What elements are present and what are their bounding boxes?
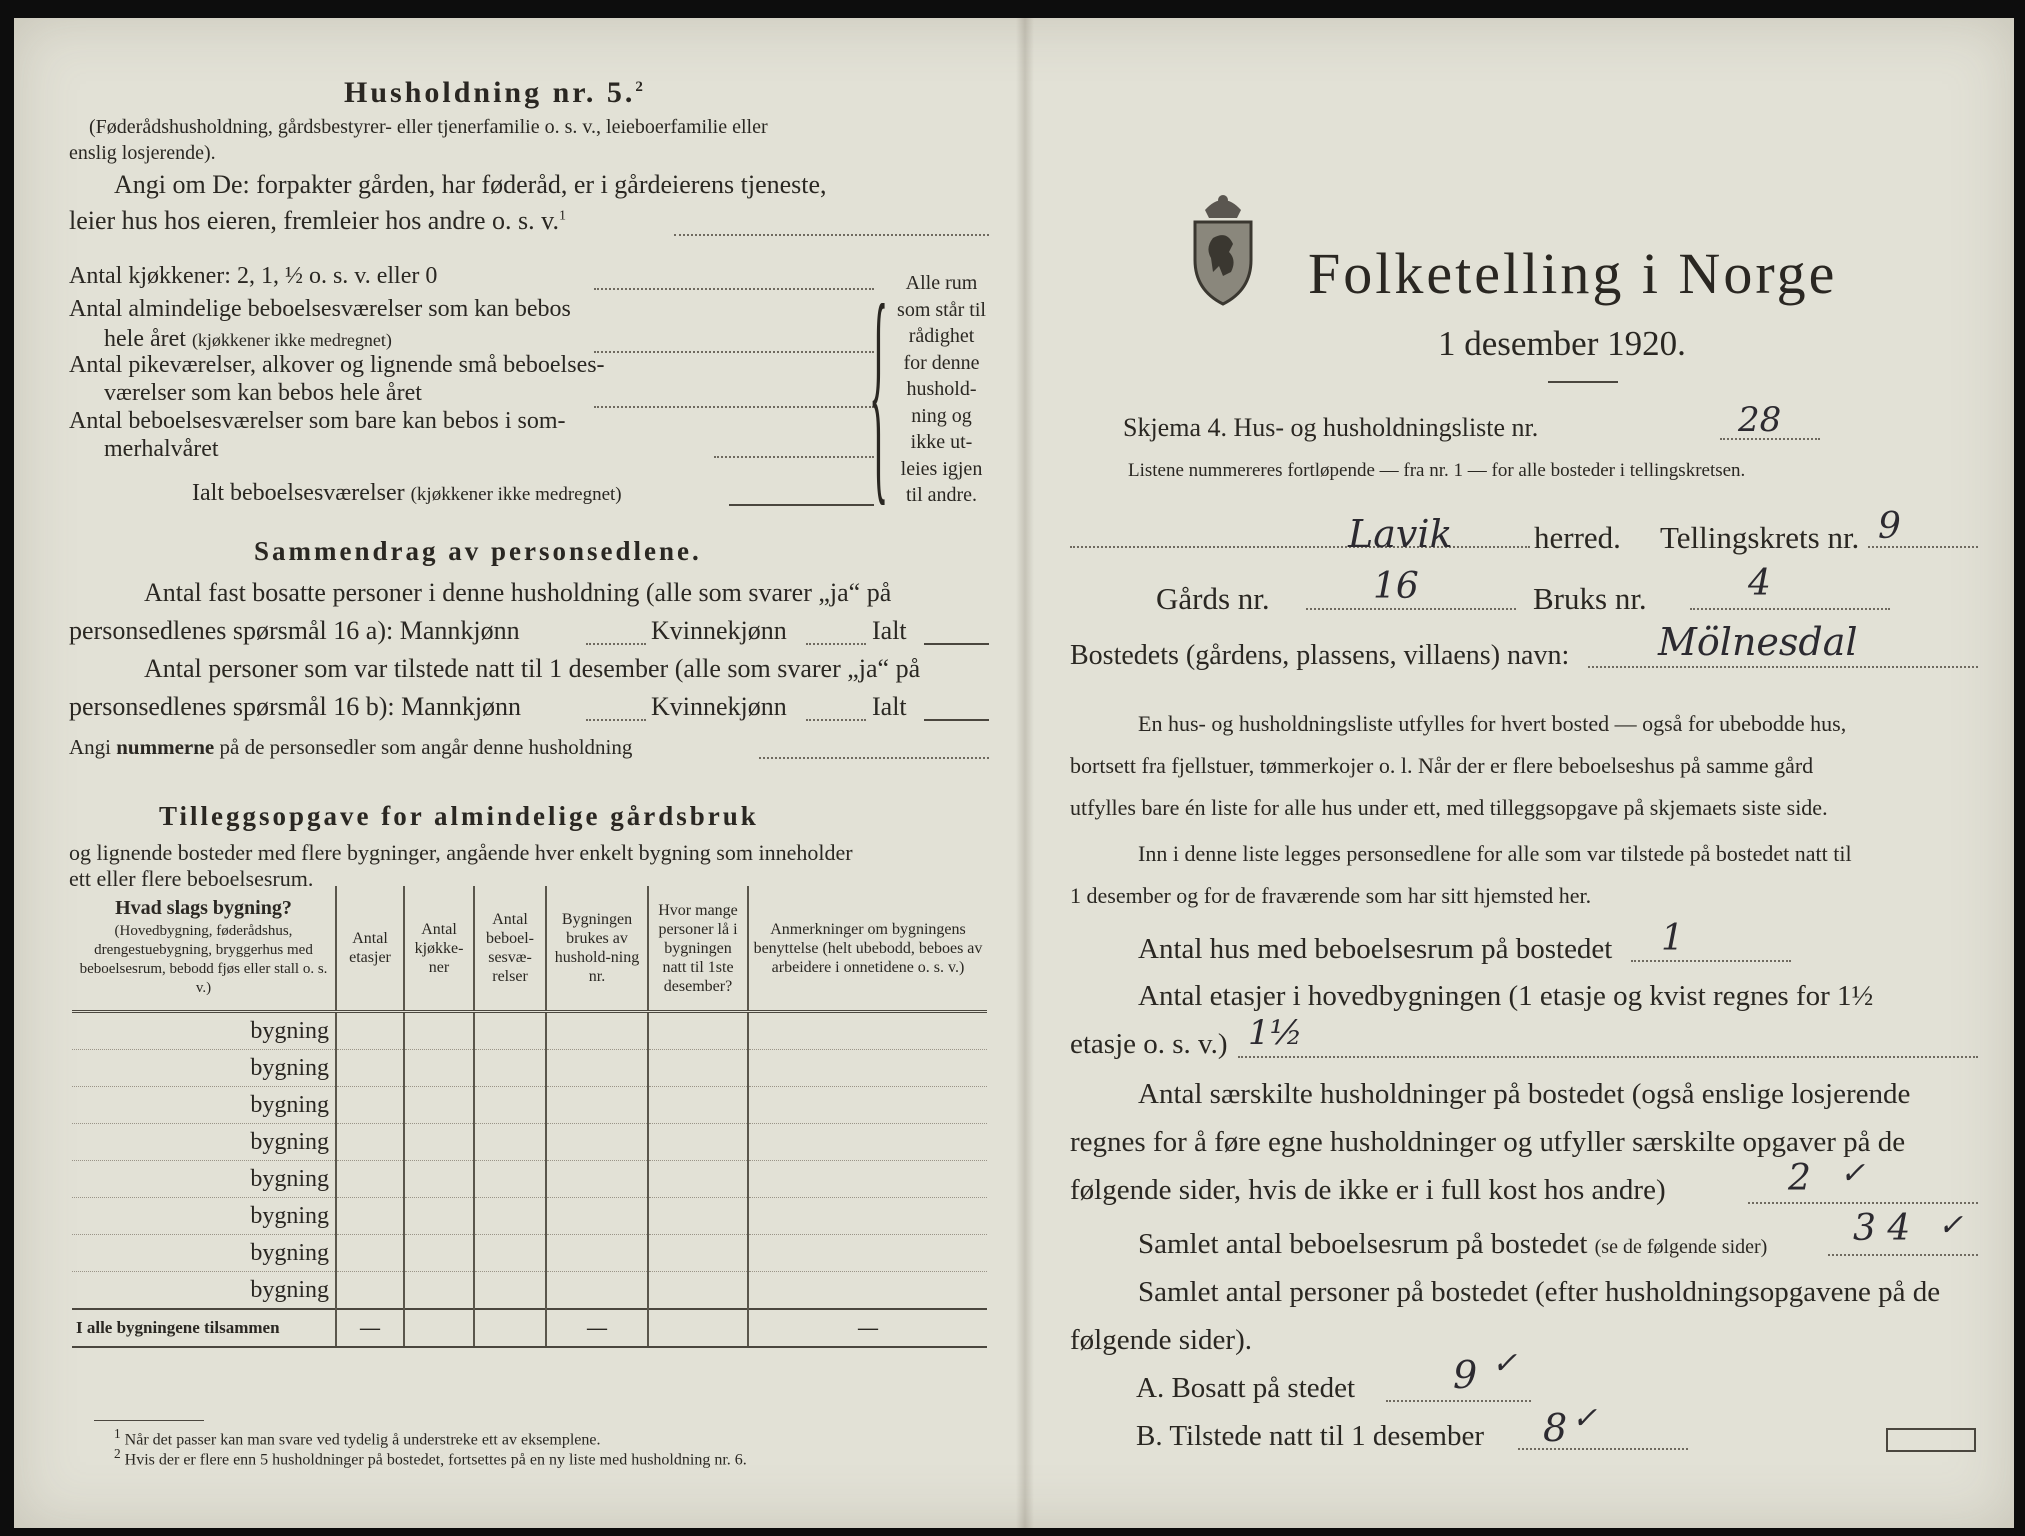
q-etasjer-line-1: Antal etasjer i hovedbygningen (1 etasje og kvist regnes for 1½ [1138, 980, 1874, 1012]
cell-personer[interactable] [648, 1198, 748, 1235]
p1-kvinnekjonn-label: Kvinnekjønn [651, 616, 787, 645]
row-label: bygning [72, 1272, 336, 1310]
q-rum-line [1828, 1254, 1978, 1256]
table-row[interactable] [72, 1198, 987, 1235]
intro-note-line-1: (Føderådshusholdning, gårdsbestyrer- eller tjenerfamilie o. s. v., leieboerfamilie eller [89, 116, 768, 138]
instruction-2: bortsett fra fjellstuer, tømmerkojer o. l. Når der er flere beboelseshus på samme gård [1070, 753, 1814, 778]
cell-brukes[interactable] [546, 1198, 648, 1235]
tellingskrets-value[interactable]: 9 [1878, 506, 1901, 547]
cell-personer[interactable] [648, 1087, 748, 1124]
q-pers-line-2: følgende sider). [1070, 1324, 1252, 1356]
cell-anmerkninger[interactable] [748, 1235, 987, 1272]
q-hush-check: ✓ [1840, 1156, 1866, 1191]
instruction-5: 1 desember og for de fraværende som har sitt hjemsted her. [1070, 883, 1592, 908]
cell-anmerkninger[interactable] [748, 1050, 987, 1087]
instruction-1: En hus- og husholdningsliste utfylles for hvert bosted — også for ubebodde hus, [1138, 711, 1847, 736]
bracket-note: Alle rum som står til rådighet for denne hushold- ning og ikke ut- leies igjen til andre. [897, 272, 986, 506]
q-hus-label: Antal hus med beboelsesrum på bostedet [1138, 933, 1613, 965]
cell-brukes[interactable] [546, 1050, 648, 1087]
p1-ialt-field[interactable] [924, 643, 989, 645]
cell-vaerelser[interactable] [474, 1124, 546, 1161]
intro-note-line-2: enslig losjerende). [69, 142, 216, 164]
page-fold [1016, 18, 1034, 1528]
row-label: bygning [72, 1050, 336, 1087]
cell-kjokkener[interactable] [404, 1012, 474, 1050]
a-bosatt-value[interactable]: 9 [1453, 1353, 1478, 1397]
table-row[interactable] [72, 1235, 987, 1272]
b-tilstede-check: ✓ [1572, 1401, 1598, 1436]
skjema-number-line [1720, 438, 1820, 440]
rooms-summer-answer[interactable] [714, 456, 874, 458]
table-row[interactable] [72, 1012, 987, 1050]
footnote-1: $^1$ Når det passer kan man svare ved tydelig å understreke ett av eksemplene. [114, 1426, 601, 1449]
cell-brukes[interactable] [546, 1087, 648, 1124]
cell-brukes[interactable] [546, 1012, 648, 1050]
p2-ialt-label: Ialt [872, 692, 907, 721]
q-etasjer-value[interactable]: 1½ [1248, 1013, 1303, 1053]
row-label: bygning [72, 1012, 336, 1050]
household-title: Husholdning nr. 5.$^2$ [344, 76, 646, 109]
angi-line-1: Angi om De: forpakter gården, har føderåd, er i gårdeierens tjeneste, [114, 170, 827, 199]
bracket: { [869, 252, 889, 528]
supplement-text-1: og lignende bosteder med flere bygninger, angående hver enkelt bygning som inneholder [69, 840, 853, 865]
summary-p1-line-2: personsedlenes spørsmål 16 a): Mannkjønn [69, 616, 520, 645]
sum-vaerelser[interactable] [474, 1309, 546, 1347]
col-kjokkener: Antal kjøkke-ner [404, 886, 474, 1012]
printer-stamp [1886, 1428, 1976, 1452]
sum-personer[interactable] [648, 1309, 748, 1347]
sum-etasjer-dash: — [336, 1309, 404, 1347]
cell-personer[interactable] [648, 1012, 748, 1050]
census-date: 1 desember 1920. [1438, 324, 1686, 363]
row-label: bygning [72, 1087, 336, 1124]
cell-anmerkninger[interactable] [748, 1012, 987, 1050]
herred-value[interactable]: Lavik [1348, 512, 1453, 556]
cell-brukes[interactable] [546, 1124, 648, 1161]
cell-kjokkener[interactable] [404, 1272, 474, 1310]
cell-etasjer[interactable] [336, 1161, 404, 1198]
table-row[interactable] [72, 1161, 987, 1198]
q-rum-check: ✓ [1938, 1208, 1964, 1243]
cell-brukes[interactable] [546, 1272, 648, 1310]
p2-ialt-field[interactable] [924, 719, 989, 721]
rooms-summer-question: Antal beboelsesværelser som bare kan bebos i som- [69, 408, 566, 434]
supplement-text-2: ett eller flere beboelsesrum. [69, 866, 314, 891]
cell-etasjer[interactable] [336, 1198, 404, 1235]
cell-anmerkninger[interactable] [748, 1087, 987, 1124]
title-divider [1548, 381, 1618, 383]
q-hush-line-1: Antal særskilte husholdninger på bostedet (også enslige losjerende [1138, 1078, 1911, 1110]
sum-kjokkener[interactable] [404, 1309, 474, 1347]
q-rum-value[interactable]: 3 4 [1853, 1208, 1911, 1249]
bosted-line [1588, 666, 1978, 668]
gards-label: Gårds nr. [1156, 581, 1270, 616]
cell-vaerelser[interactable] [474, 1012, 546, 1050]
p1-mannkjonn-field[interactable] [586, 643, 646, 645]
cell-kjokkener[interactable] [404, 1124, 474, 1161]
a-bosatt-check: ✓ [1492, 1346, 1518, 1381]
rooms-ordinary-question-cont: hele året (kjøkkener ikke medregnet) [104, 326, 392, 352]
main-title: Folketelling i Norge [1308, 241, 1838, 306]
skjema-note: Listene nummereres fortløpende — fra nr. 1 — for alle bosteder i tellingskretsen. [1128, 460, 1746, 481]
supplement-title: Tilleggsopgave for almindelige gårdsbruk [159, 801, 759, 831]
q-hus-value[interactable]: 1 [1661, 918, 1684, 959]
instruction-4: Inn i denne liste legges personsedlene for alle som var tilstede på bostedet natt til [1138, 841, 1852, 866]
herred-line [1070, 546, 1530, 548]
building-table [72, 886, 987, 1348]
b-tilstede-value[interactable]: 8 [1543, 1406, 1568, 1450]
angi-answer-line[interactable] [674, 234, 989, 236]
cell-kjokkener[interactable] [404, 1087, 474, 1124]
p1-kvinnekjonn-field[interactable] [806, 643, 866, 645]
col-etasjer: Antal etasjer [336, 886, 404, 1012]
building-table-header [72, 886, 987, 1012]
rooms-small-answer[interactable] [594, 406, 874, 408]
rooms-total-label: Ialt beboelsesværelser (kjøkkener ikke medregnet) [192, 480, 622, 506]
cell-kjokkener[interactable] [404, 1198, 474, 1235]
cell-kjokkener[interactable] [404, 1235, 474, 1272]
cell-etasjer[interactable] [336, 1012, 404, 1050]
rooms-small-question: Antal pikeværelser, alkover og lignende små beboelses- [69, 352, 605, 378]
norway-coat-of-arms-icon [1183, 188, 1263, 308]
row-label: bygning [72, 1161, 336, 1198]
col-anmerkninger: Anmerkninger om bygningens benyttelse (helt ubebodd, beboes av arbeidere i onnetidene o. s. v.) [748, 886, 987, 1012]
q-hush-line-2: regnes for å føre egne husholdninger og utfyller særskilte opgaver på de [1070, 1126, 1906, 1158]
rooms-kitchens-answer[interactable] [594, 288, 874, 290]
cell-etasjer[interactable] [336, 1235, 404, 1272]
col-brukes-av: Bygningen brukes av hushold-ning nr. [546, 886, 648, 1012]
bruks-value[interactable]: 4 [1748, 563, 1771, 604]
p2-kvinnekjonn-label: Kvinnekjønn [651, 692, 787, 721]
cell-vaerelser[interactable] [474, 1161, 546, 1198]
p1-ialt-label: Ialt [872, 616, 907, 645]
q-pers-line-1: Samlet antal personer på bostedet (efter husholdningsopgavene på de [1138, 1276, 1941, 1308]
sum-anmerkninger-dash: — [748, 1309, 987, 1347]
rooms-kitchens-question: Antal kjøkkener: 2, 1, ½ o. s. v. eller 0 [69, 263, 438, 289]
q-hush-line [1748, 1202, 1978, 1204]
cell-vaerelser[interactable] [474, 1198, 546, 1235]
a-bosatt-label: A. Bosatt på stedet [1136, 1372, 1356, 1404]
skjema-label: Skjema 4. Hus- og husholdningsliste nr. [1123, 413, 1539, 442]
cell-vaerelser[interactable] [474, 1272, 546, 1310]
cell-personer[interactable] [648, 1272, 748, 1310]
cell-vaerelser[interactable] [474, 1050, 546, 1087]
cell-personer[interactable] [648, 1161, 748, 1198]
summary-p2-line-2: personsedlenes spørsmål 16 b): Mannkjønn [69, 692, 522, 721]
left-page [14, 18, 1030, 1528]
row-label: bygning [72, 1124, 336, 1161]
bruks-label: Bruks nr. [1533, 581, 1647, 616]
q-rum-label: Samlet antal beboelsesrum på bostedet (se de følgende sider) [1138, 1228, 1768, 1260]
cell-etasjer[interactable] [336, 1272, 404, 1310]
summary-angi-line: Angi nummerne på de personsedler som angår denne husholdning [69, 735, 633, 759]
summary-p1-line-1: Antal fast bosatte personer i denne husholdning (alle som svarer „ja“ på [144, 578, 892, 607]
summary-p2-line-1: Antal personer som var tilstede natt til 1 desember (alle som svarer „ja“ på [144, 654, 921, 683]
rooms-total-answer[interactable] [729, 504, 874, 506]
cell-kjokkener[interactable] [404, 1161, 474, 1198]
table-row[interactable] [72, 1124, 987, 1161]
q-etasjer-line-2: etasje o. s. v.) [1070, 1028, 1228, 1060]
rooms-small-question-cont: værelser som kan bebos hele året [104, 380, 422, 406]
cell-etasjer[interactable] [336, 1050, 404, 1087]
a-bosatt-line [1386, 1400, 1531, 1402]
q-etasjer-line [1238, 1056, 1978, 1058]
col-building-type: Hvad slags bygning? (Hovedbygning, føderådshus, drengestuebygning, bryggerhus med beboelsesrum, bebodd fjøs eller stall o. s. v.) [72, 886, 336, 1012]
row-label: bygning [72, 1235, 336, 1272]
footnote-2: $^2$ Hvis der er flere enn 5 husholdninger på bostedet, fortsettes på en ny liste med husholdning nr. 6. [114, 1446, 747, 1469]
table-sum-row [72, 1309, 987, 1347]
instruction-3: utfylles bare én liste for alle hus under ett, med tilleggsopgave på skjemaets siste side. [1070, 795, 1828, 820]
cell-anmerkninger[interactable] [748, 1124, 987, 1161]
rooms-ordinary-question: Antal almindelige beboelsesværelser som kan bebos [69, 296, 571, 322]
cell-personer[interactable] [648, 1050, 748, 1087]
cell-personer[interactable] [648, 1235, 748, 1272]
gards-value[interactable]: 16 [1373, 566, 1419, 607]
cell-brukes[interactable] [546, 1235, 648, 1272]
right-page [1048, 18, 2014, 1528]
gards-line [1306, 608, 1516, 610]
cell-vaerelser[interactable] [474, 1235, 546, 1272]
b-tilstede-label: B. Tilstede natt til 1 desember [1136, 1420, 1484, 1452]
cell-anmerkninger[interactable] [748, 1272, 987, 1310]
table-row[interactable] [72, 1272, 987, 1310]
footnote-divider [94, 1420, 204, 1421]
table-row[interactable] [72, 1050, 987, 1087]
rooms-ordinary-answer[interactable] [594, 351, 874, 353]
cell-anmerkninger[interactable] [748, 1198, 987, 1235]
cell-etasjer[interactable] [336, 1087, 404, 1124]
table-row[interactable] [72, 1087, 987, 1124]
bosted-label: Bostedets (gårdens, plassens, villaens) navn: [1070, 640, 1570, 671]
q-hus-line [1631, 960, 1791, 962]
angi-numbers-field[interactable] [759, 757, 989, 759]
tellingskrets-label: Tellingskrets nr. [1660, 520, 1860, 555]
rooms-summer-question-cont: merhalvåret [104, 436, 219, 462]
col-vaerelser: Antal beboel-sesvæ-relser [474, 886, 546, 1012]
q-hush-line-3: følgende sider, hvis de ikke er i full kost hos andre) [1070, 1174, 1666, 1206]
p2-mannkjonn-field[interactable] [586, 719, 646, 721]
bosted-value[interactable]: Mölnesdal [1658, 620, 1858, 664]
cell-etasjer[interactable] [336, 1124, 404, 1161]
skjema-number[interactable]: 28 [1738, 400, 1782, 440]
cell-vaerelser[interactable] [474, 1087, 546, 1124]
cell-brukes[interactable] [546, 1161, 648, 1198]
row-label: bygning [72, 1198, 336, 1235]
herred-label: herred. [1534, 520, 1621, 555]
sum-brukes-dash: — [546, 1309, 648, 1347]
summary-title: Sammendrag av personsedlene. [254, 536, 702, 566]
angi-line-2: leier hus hos eieren, fremleier hos andre o. s. v.$^1$ [69, 206, 566, 235]
q-hush-value[interactable]: 2 [1788, 1158, 1811, 1199]
b-tilstede-line [1518, 1448, 1688, 1450]
tellingskrets-line [1868, 546, 1978, 548]
col-personer: Hvor mange personer lå i bygningen natt til 1ste desember? [648, 886, 748, 1012]
census-form-sheet [14, 18, 2014, 1528]
cell-anmerkninger[interactable] [748, 1161, 987, 1198]
p2-kvinnekjonn-field[interactable] [806, 719, 866, 721]
bruks-line [1690, 608, 1890, 610]
sum-label: I alle bygningene tilsammen [72, 1309, 336, 1347]
cell-personer[interactable] [648, 1124, 748, 1161]
cell-kjokkener[interactable] [404, 1050, 474, 1087]
